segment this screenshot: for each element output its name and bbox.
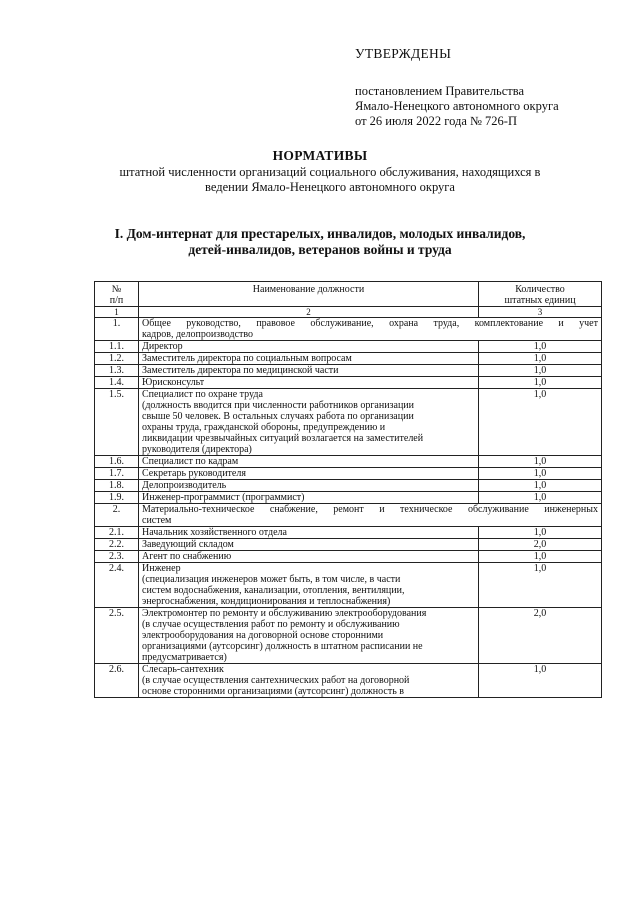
position-name-line: систем водоснабжения, канализации, отопления, вентиляции,	[142, 585, 405, 596]
staff-units: 1,0	[479, 664, 602, 698]
position-name-line: Электромонтер по ремонту и обслуживанию электрооборудования	[142, 608, 427, 619]
position-name	[139, 664, 479, 698]
row-number: 2.6.	[95, 664, 139, 698]
group-title-line: Общее руководство, правовое обслуживание, охрана труда, комплектование и учет	[142, 318, 598, 329]
position-name-line: свыше 50 человек. В остальных случаях работа по организации	[142, 411, 414, 422]
position-name	[139, 456, 479, 468]
subtitle-line: ведении Ямало-Ненецкого автономного округа	[205, 180, 455, 194]
position-name	[139, 389, 479, 456]
table-group-row	[95, 318, 602, 341]
row-number: 2.2.	[95, 539, 139, 551]
position-name	[139, 480, 479, 492]
position-name-line: энергоснабжения, кондиционирования и теплоснабжения)	[142, 596, 391, 607]
position-name	[139, 563, 479, 608]
header-num-line: п/п	[109, 295, 124, 306]
position-name	[139, 551, 479, 563]
staff-units: 1,0	[479, 480, 602, 492]
position-name	[139, 468, 479, 480]
row-number: 1.3.	[95, 365, 139, 377]
table-row	[95, 527, 602, 539]
position-name-line: электрооборудования на договорной основе сторонними	[142, 630, 384, 641]
approval-line: от 26 июля 2022 года № 726-П	[355, 114, 517, 128]
position-name-line: основе сторонними организациями (аутсорсинг) должность в	[142, 686, 404, 697]
position-name-line: Инженер-программист (программист)	[142, 492, 305, 503]
position-name-line: Агент по снабжению	[142, 551, 232, 562]
position-name	[139, 608, 479, 664]
header-num-line: №	[111, 284, 122, 295]
position-name-line: Директор	[142, 341, 183, 352]
column-number: 3	[479, 307, 602, 318]
position-name-line: (должность вводится при численности работников организации	[142, 400, 415, 411]
staff-units: 1,0	[479, 492, 602, 504]
row-number: 1.	[95, 318, 139, 341]
row-number: 2.1.	[95, 527, 139, 539]
row-number: 2.4.	[95, 563, 139, 608]
staff-units: 2,0	[479, 539, 602, 551]
staff-units: 1,0	[479, 527, 602, 539]
table-row	[95, 389, 602, 456]
row-number: 1.9.	[95, 492, 139, 504]
row-number: 1.4.	[95, 377, 139, 389]
position-name-line: Слесарь-сантехник	[142, 664, 224, 675]
row-number: 2.	[95, 504, 139, 527]
table-row	[95, 456, 602, 468]
row-number: 2.5.	[95, 608, 139, 664]
position-name-line: ликвидации чрезвычайных ситуаций возлагается на заместителей	[142, 433, 424, 444]
column-number: 2	[139, 307, 479, 318]
position-name	[139, 365, 479, 377]
table-row	[95, 468, 602, 480]
position-name-line: Делопроизводитель	[142, 480, 227, 491]
row-number: 1.6.	[95, 456, 139, 468]
table-row	[95, 539, 602, 551]
row-number: 1.5.	[95, 389, 139, 456]
staff-units: 1,0	[479, 563, 602, 608]
section-title	[70, 226, 570, 258]
position-name-line: Юрисконсульт	[142, 377, 205, 388]
staff-units: 1,0	[479, 456, 602, 468]
position-name-line: Специалист по охране труда	[142, 389, 263, 400]
position-name-line: (в случае осуществления сантехнических работ на договорной	[142, 675, 410, 686]
table-row	[95, 608, 602, 664]
table-row	[95, 480, 602, 492]
position-name-line: Специалист по кадрам	[142, 456, 239, 467]
group-title-line: систем	[142, 515, 172, 526]
approval-line: постановлением Правительства	[355, 84, 525, 98]
position-name-line: Начальник хозяйственного отдела	[142, 527, 287, 538]
column-number: 1	[95, 307, 139, 318]
header-qty-line: Количество	[515, 284, 565, 295]
table-row	[95, 664, 602, 698]
table-row	[95, 341, 602, 353]
section-title-line: детей-инвалидов, ветеранов войны и труда	[188, 242, 452, 257]
table-row	[95, 563, 602, 608]
position-name	[139, 377, 479, 389]
position-name-line: охраны труда, гражданской обороны, предупреждению и	[142, 422, 386, 433]
approved-stamp: УТВЕРЖДЕНЫ	[355, 46, 452, 61]
row-number: 1.2.	[95, 353, 139, 365]
position-name	[139, 353, 479, 365]
staff-units: 1,0	[479, 377, 602, 389]
position-name-line: Заведующий складом	[142, 539, 234, 550]
position-name-line: Заместитель директора по медицинской части	[142, 365, 339, 376]
position-name-line: (в случае осуществления работ по ремонту и обслуживанию	[142, 619, 400, 630]
approval-line: Ямало-Ненецкого автономного округа	[355, 99, 559, 113]
position-name	[139, 341, 479, 353]
group-title-line: Материально-техническое снабжение, ремонт и техническое обслуживание инженерных	[142, 504, 598, 515]
staff-units: 1,0	[479, 365, 602, 377]
staff-units: 1,0	[479, 353, 602, 365]
table-row	[95, 551, 602, 563]
position-name-line: (специализация инженеров может быть, в том числе, в части	[142, 574, 401, 585]
table-row	[95, 353, 602, 365]
table-row	[95, 377, 602, 389]
group-title-line: кадров, делопроизводство	[142, 329, 254, 340]
row-number: 1.7.	[95, 468, 139, 480]
position-name	[139, 527, 479, 539]
position-name-line: Заместитель директора по социальным вопросам	[142, 353, 352, 364]
approval-reference	[355, 84, 559, 129]
position-name	[139, 492, 479, 504]
table-row	[95, 365, 602, 377]
group-title	[139, 504, 602, 527]
position-name-line: организациями (аутсорсинг) должность в штатном расписании не	[142, 641, 423, 652]
table-group-row	[95, 504, 602, 527]
subtitle-line: штатной численности организаций социального обслуживания, находящихся в	[119, 165, 541, 179]
position-name-line: руководителя (директора)	[142, 444, 252, 455]
position-name-line: Инженер	[142, 563, 181, 574]
table-header-row	[95, 282, 602, 307]
position-name	[139, 539, 479, 551]
header-num	[95, 282, 139, 307]
staff-units: 1,0	[479, 551, 602, 563]
section-title-line: I. Дом-интернат для престарелых, инвалидов, молодых инвалидов,	[114, 226, 526, 241]
staffing-norms-table	[94, 281, 602, 698]
position-name-line: Секретарь руководителя	[142, 468, 246, 479]
staff-units: 1,0	[479, 341, 602, 353]
column-number-row	[95, 307, 602, 318]
row-number: 2.3.	[95, 551, 139, 563]
group-title	[139, 318, 602, 341]
position-name-line: предусматривается)	[142, 652, 227, 663]
staff-units: 2,0	[479, 608, 602, 664]
header-qty-line: штатных единиц	[504, 295, 576, 306]
row-number: 1.8.	[95, 480, 139, 492]
document-title: НОРМАТИВЫ	[272, 148, 368, 163]
document-subtitle	[60, 165, 600, 195]
staff-units: 1,0	[479, 389, 602, 456]
table-row	[95, 492, 602, 504]
row-number: 1.1.	[95, 341, 139, 353]
header-name: Наименование должности	[139, 282, 479, 307]
staff-units: 1,0	[479, 468, 602, 480]
header-qty	[479, 282, 602, 307]
